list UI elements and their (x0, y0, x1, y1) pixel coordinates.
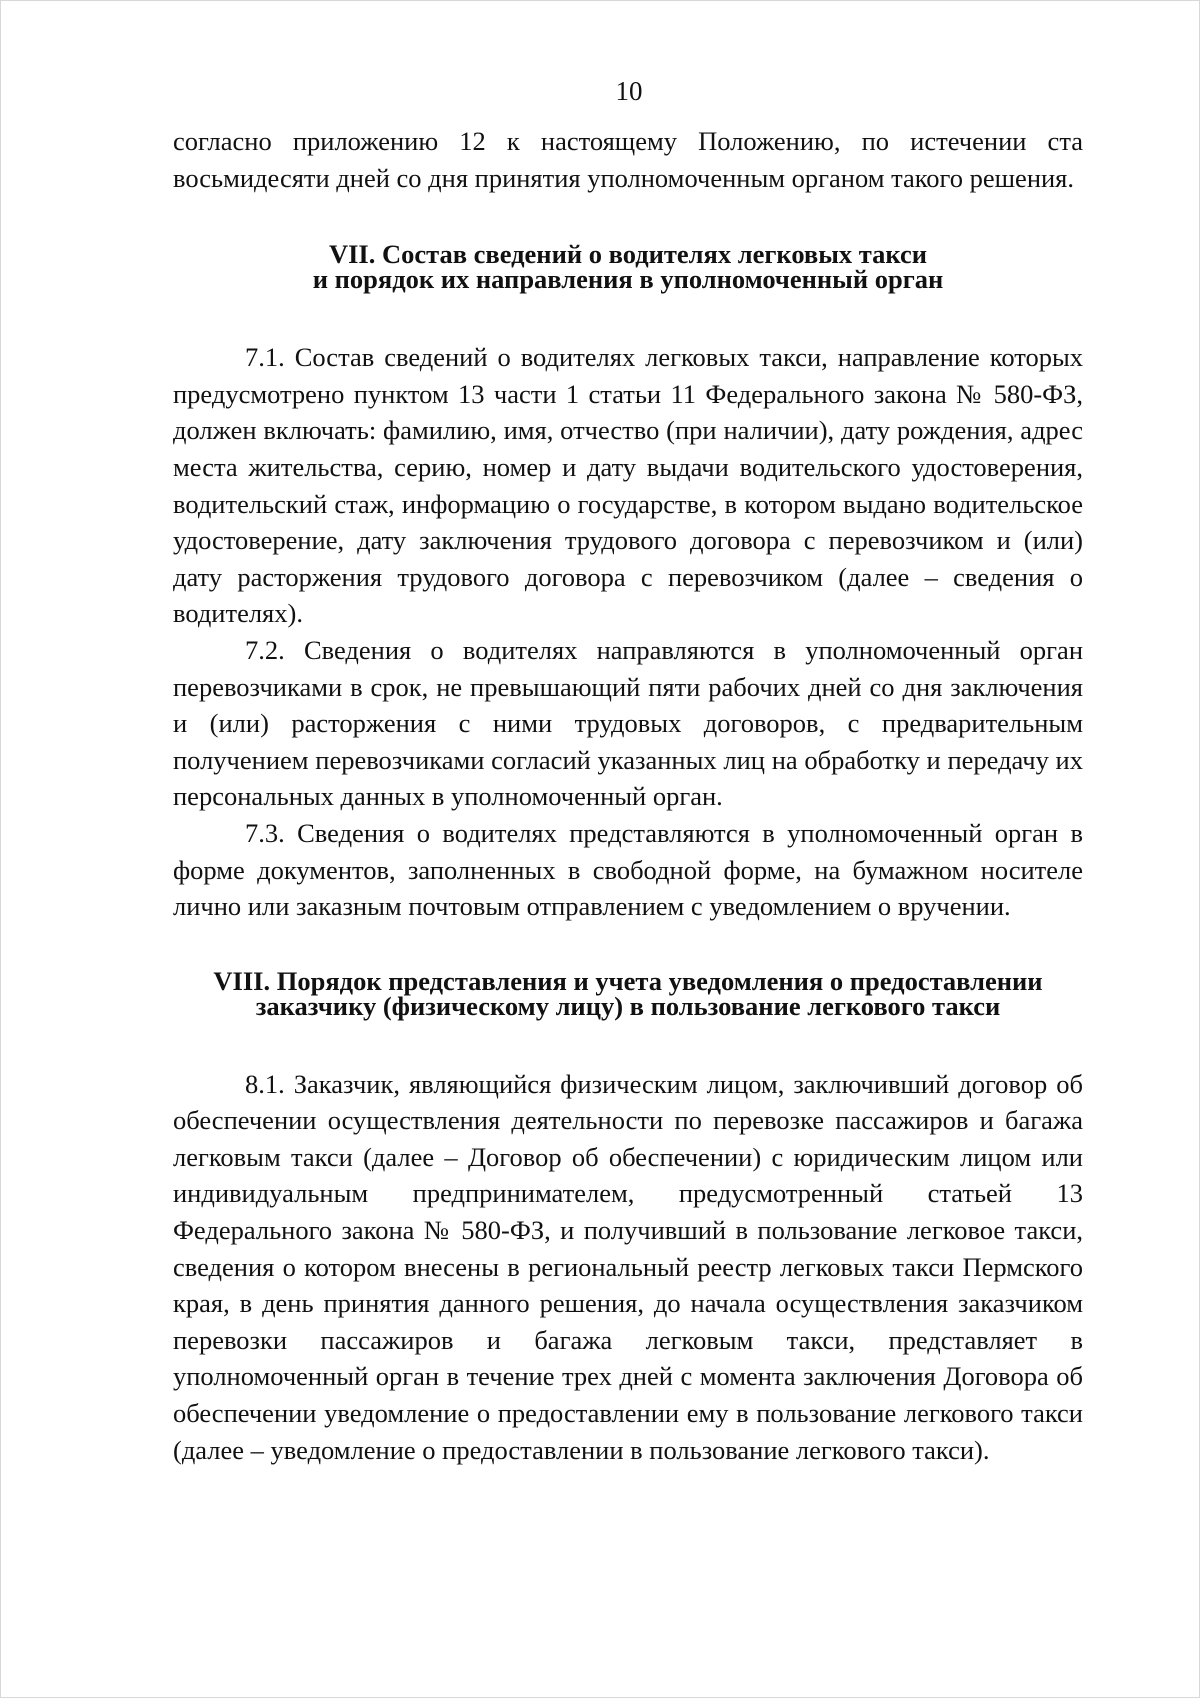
section-8-heading (173, 965, 1083, 1021)
paragraph-8-1: 8.1. Заказчик, являющийся физическим лицом, заключивший договор об обеспечении осуществления деятельности по перевозке пассажиров и багажа легковым такси (далее – Договор об обеспечении) с юридическим лицом или индивидуальным предпринимателем, предусмотренный статьей 13 Федерального закона № 580-ФЗ, и получивший в пользование легковое такси, сведения о котором внесены в региональный реестр легковых такси Пермского края, в день принятия данного решения, до начала осуществления заказчиком перевозки пассажиров и багажа легковым такси, представляет в уполномоченный орган в течение трех дней с момента заключения Договора об обеспечении уведомление о предоставлении ему в пользование легкового такси (далее – уведомление о предоставлении в пользование легкового такси). (173, 1068, 1083, 1465)
section-7-heading-line-1: VII. Состав сведений о водителях легковых такси (328, 239, 928, 270)
section-7-heading (173, 239, 1083, 295)
page-number: 10 (615, 76, 643, 106)
paragraph-7-3: 7.3. Сведения о водителях представляются в уполномоченный орган в форме документов, заполненных в свободной форме, на бумажном носителе лично или заказным почтовым отправлением с уведомлением о вручении. (173, 817, 1083, 922)
section-8-heading-line-1: VIII. Порядок представления и учета уведомления о предоставлении (213, 965, 1043, 996)
section-8-heading-line-2: заказчику (физическому лицу) в пользование легкового такси (255, 990, 1001, 1021)
paragraph-7-1: 7.1. Состав сведений о водителях легковых такси, направление которых предусмотрено пунктом 13 части 1 статьи 11 Федерального закона № 580-ФЗ, должен включать: фамилию, имя, отчество (при наличии), дату рождения, адрес места жительства, серию, номер и дату выдачи водительского удостоверения, водительский стаж, информацию о государстве, в котором выдано водительское удостоверение, дату заключения трудового договора с перевозчиком и (или) дату расторжения трудового договора с перевозчиком (далее – сведения о водителях). (173, 342, 1083, 629)
document-body (173, 123, 1083, 1468)
section-7-heading-line-2: и порядок их направления в уполномоченный орган (312, 264, 944, 295)
paragraph-7-2: 7.2. Сведения о водителях направляются в уполномоченный орган перевозчиками в срок, не превышающий пяти рабочих дней со дня заключения и (или) расторжения с ними трудовых договоров, с предварительным получением перевозчиками согласий указанных лиц на обработку и передачу их персональных данных в уполномоченный орган. (173, 634, 1083, 812)
continuation-paragraph: согласно приложению 12 к настоящему Положению, по истечении ста восьмидесяти дней со дня принятия уполномоченным органом такого решения. (173, 126, 1083, 193)
